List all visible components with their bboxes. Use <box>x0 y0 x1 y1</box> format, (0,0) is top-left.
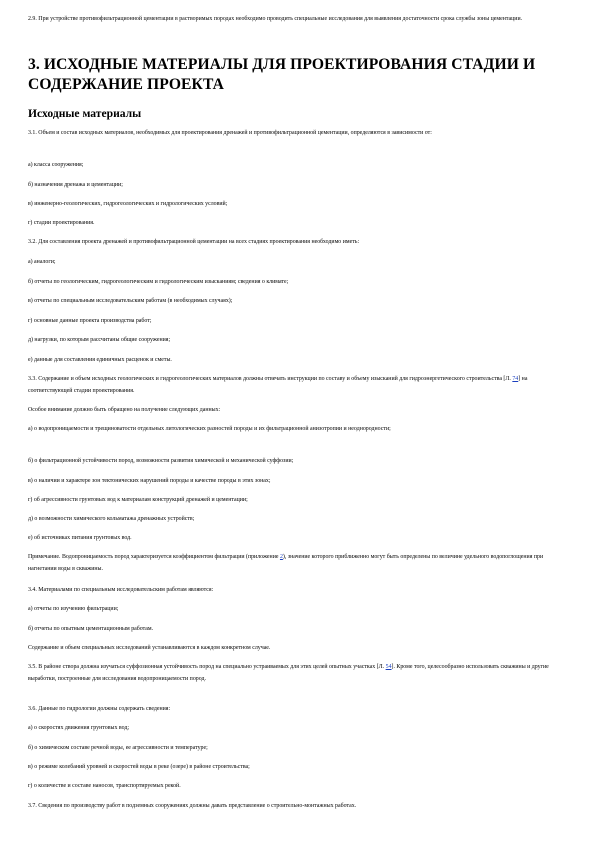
note-paragraph <box>28 552 568 575</box>
section-title: 3. ИСХОДНЫЕ МАТЕРИАЛЫ ДЛЯ ПРОЕКТИРОВАНИЯ СТАДИИ И СОДЕРЖАНИЕ ПРОЕКТА <box>28 56 536 93</box>
list-item: е) об источниках питания грунтовых вод. <box>28 535 132 541</box>
paragraph-3-3-text: 3.3. Содержание и объем исходных геологических и гидрогеологических материалов должны отвечать инструкции по составу и объему изысканий для гидроэнергетического строительства [Л. <box>28 376 513 382</box>
list-item: г) о количестве и составе наносов, транспортируемых рекой. <box>28 783 181 789</box>
list-item: б) о фильтрационной устойчивости пород, возможности развития химической и механической суффозии; <box>28 458 294 464</box>
list-item: б) отчеты по геологическим, гидрогеологическим и гидрологическим изысканиям; сведения о климате; <box>28 279 289 285</box>
paragraph-3-5-text: 3.5. В районе створа должна изучаться суффозионная устойчивость пород на специально устраиваемых для этих целей опытных участках [Л. <box>28 664 386 670</box>
list-item: в) о режиме колебаний уровней и скоростей воды в реке (озере) в районе строительства; <box>28 764 250 770</box>
list-item: д) нагрузки, по которым рассчитаны общие сооружения; <box>28 337 171 343</box>
list-item: б) отчеты по опытным цементационным работам. <box>28 626 154 632</box>
list-item: а) о скоростях движения грунтовых вод; <box>28 725 130 731</box>
list-item: а) отчеты по изучению фильтрации; <box>28 606 119 612</box>
note-text-end: ), значение которого приближенно могут быть определены по величине удельного водопоглощения при нагнетании воды в скважины. <box>28 554 544 572</box>
list-item: в) отчеты по специальным исследовательским работам (в необходимых случаях); <box>28 298 233 304</box>
paragraph-3-5-text-end: ]. Кроме того, целесообразно использовать скважины и другие выработки, построенные для исследования водопроницаемости пород. <box>28 664 549 682</box>
list-item: д) о возможности химического кольматажа дренажных устройств; <box>28 516 195 522</box>
paragraph-2-9: 2.9. При устройстве противофильтрационной цементации в растворимых породах необходимо проводить специальные исследования для выявления достаточности срока службы зоны цементации. <box>28 16 523 22</box>
list-item: а) аналоги; <box>28 259 56 265</box>
paragraph-3-6: 3.6. Данные по гидрологии должны содержать сведения: <box>28 706 171 712</box>
list-item: г) об агрессивности грунтовых вод к материалам конструкций дренажей и цементации; <box>28 497 248 503</box>
appendix-ref-link[interactable]: 2 <box>279 554 283 560</box>
paragraph-3-5 <box>28 662 568 685</box>
list-item: б) о химическом составе речной воды, ее агрессивности и температуре; <box>28 745 208 751</box>
subsection-title: Исходные материалы <box>28 107 142 120</box>
paragraph-3-2: 3.2. Для составления проекта дренажей и противофильтрационной цементации на всех стадиях проектирования необходимо иметь: <box>28 239 360 245</box>
list-item: г) основные данные проекта производства работ; <box>28 318 152 324</box>
list-item: а) о водопроницаемости и трещиноватости отдельных литологических разностей породы и их фильтрационной анизотропии и неоднородности; <box>28 426 391 432</box>
paragraph-3-4: 3.4. Материалами по специальным исследовательским работам являются: <box>28 587 214 593</box>
paragraph-3-4-note: Содержание и объем специальных исследований устанавливаются в каждом конкретном случае. <box>28 645 271 651</box>
list-item: а) класса сооружения; <box>28 162 84 168</box>
paragraph-3-3-text-end: ] на соответствующей стадии проектирования. <box>28 376 528 394</box>
list-item: в) инженерно-геологических, гидрогеологических и гидрологических условий; <box>28 201 228 207</box>
list-item: е) данные для составления единичных расценок и сметы. <box>28 357 172 363</box>
note-text: Примечание. Водопроницаемость пород характеризуется коэффициентом фильтрации (приложение <box>28 554 280 560</box>
list-item: г) стадии проектирования. <box>28 220 95 226</box>
paragraph-3-7: 3.7. Сведения по производству работ в подземных сооружениях должны давать представление о строительно-монтажных работах. <box>28 803 357 809</box>
list-item: б) назначения дренажа и цементации; <box>28 182 123 188</box>
paragraph-3-3 <box>28 374 568 397</box>
paragraph-special: Особое внимание должно быть обращено на получение следующих данных: <box>28 407 221 413</box>
literature-ref-link[interactable]: 74 <box>512 376 519 382</box>
literature-ref-link[interactable]: 54 <box>385 664 392 670</box>
paragraph-3-1: 3.1. Объем и состав исходных материалов, необходимых для проектирования дренажей и противофильтрационной цементации, определяются в зависимости от: <box>28 130 432 136</box>
list-item: в) о наличии и характере зон тектонических нарушений породы и качестве породы в этих зонах; <box>28 478 271 484</box>
